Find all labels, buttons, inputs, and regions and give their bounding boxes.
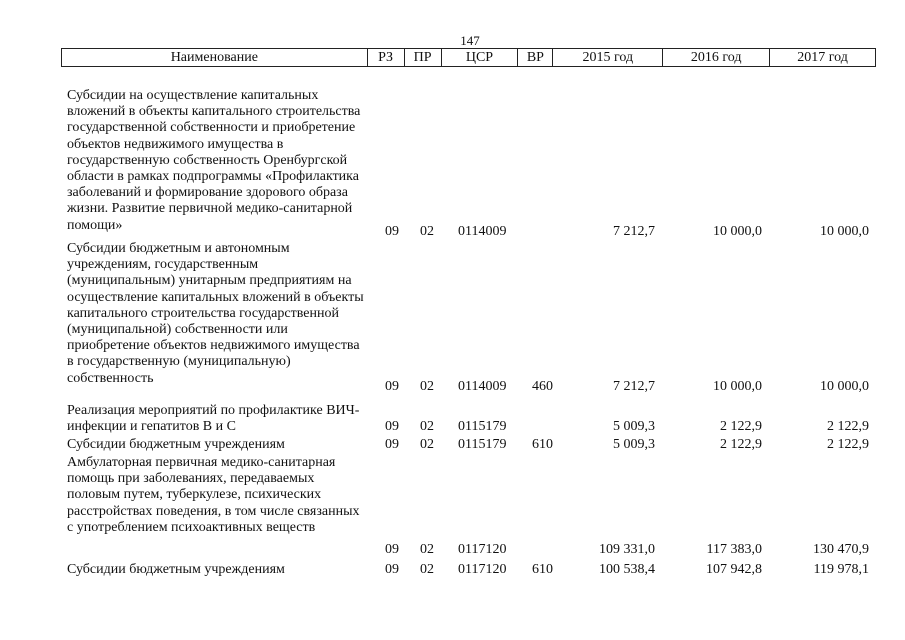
row-rz: 09: [385, 224, 399, 239]
row-csr: 0115179: [458, 419, 507, 434]
row-name: Субсидии на осуществление капитальных вложений в объекты капитального строительства государственной собственности и приобретение объектов недвижимого имущества в государственную собственность Оренбургской области в рамках подпрограммы «Профилактика заболеваний и формирование здорового образа жизни. Развитие первичной медико-санитарной помощи»: [67, 88, 361, 233]
row-vr: 610: [532, 562, 553, 577]
header-2017: 2017 год: [770, 49, 876, 67]
table-row: [0, 241, 905, 397]
table-row: [0, 562, 905, 580]
row-2016: 2 122,9: [720, 419, 762, 434]
header-name: Наименование: [62, 49, 368, 67]
row-name: Амбулаторная первичная медико-санитарная помощь при заболеваниях, передаваемых половым путем, туберкулезе, психических расстройствах поведения, в том числе связанных с употреблением психоактивных веществ: [67, 455, 360, 535]
row-2017: 119 978,1: [813, 562, 869, 577]
row-rz: 09: [385, 542, 399, 557]
row-csr: 0114009: [458, 224, 507, 239]
row-rz: 09: [385, 419, 399, 434]
row-pr: 02: [420, 419, 434, 434]
header-2015: 2015 год: [553, 49, 663, 67]
header-pr: ПР: [404, 49, 441, 67]
row-2017: 2 122,9: [827, 437, 869, 452]
header-csr: ЦСР: [441, 49, 518, 67]
row-pr: 02: [420, 224, 434, 239]
row-rz: 09: [385, 562, 399, 577]
row-2016: 10 000,0: [713, 224, 762, 239]
row-vr: 460: [532, 379, 553, 394]
table-row: [0, 437, 905, 455]
row-csr: 0117120: [458, 562, 507, 577]
row-2015: 7 212,7: [613, 379, 655, 394]
row-2017: 10 000,0: [820, 379, 869, 394]
row-pr: 02: [420, 542, 434, 557]
header-vr: ВР: [518, 49, 553, 67]
row-2017: 2 122,9: [827, 419, 869, 434]
header-2016: 2016 год: [663, 49, 770, 67]
row-2015: 100 538,4: [599, 562, 655, 577]
row-pr: 02: [420, 562, 434, 577]
row-name: Субсидии бюджетным и автономным учреждениям, государственным (муниципальным) унитарным предприятиям на осуществление капитальных вложений в объекты капитального строительства государственной (муниципальной) собственности или приобретение объектов недвижимого имущества в государственную (муниципальную) собственность: [67, 241, 364, 386]
row-2016: 117 383,0: [706, 542, 762, 557]
table-header: [61, 48, 876, 67]
row-2016: 107 942,8: [706, 562, 762, 577]
page-number: 147: [460, 33, 480, 48]
row-csr: 0117120: [458, 542, 507, 557]
row-2015: 109 331,0: [599, 542, 655, 557]
row-name: Субсидии бюджетным учреждениям: [67, 562, 285, 577]
table-row: [0, 455, 905, 559]
row-name: Субсидии бюджетным учреждениям: [67, 437, 285, 452]
table-row: [0, 88, 905, 248]
row-2016: 2 122,9: [720, 437, 762, 452]
row-2015: 5 009,3: [613, 419, 655, 434]
table-row: [0, 403, 905, 437]
row-vr: 610: [532, 437, 553, 452]
row-csr: 0115179: [458, 437, 507, 452]
row-pr: 02: [420, 379, 434, 394]
row-2016: 10 000,0: [713, 379, 762, 394]
row-pr: 02: [420, 437, 434, 452]
row-rz: 09: [385, 437, 399, 452]
row-2017: 10 000,0: [820, 224, 869, 239]
row-2015: 7 212,7: [613, 224, 655, 239]
row-csr: 0114009: [458, 379, 507, 394]
row-2015: 5 009,3: [613, 437, 655, 452]
row-2017: 130 470,9: [813, 542, 869, 557]
row-rz: 09: [385, 379, 399, 394]
row-name: Реализация мероприятий по профилактике ВИЧ-инфекции и гепатитов В и С: [67, 403, 360, 435]
header-rz: РЗ: [367, 49, 404, 67]
